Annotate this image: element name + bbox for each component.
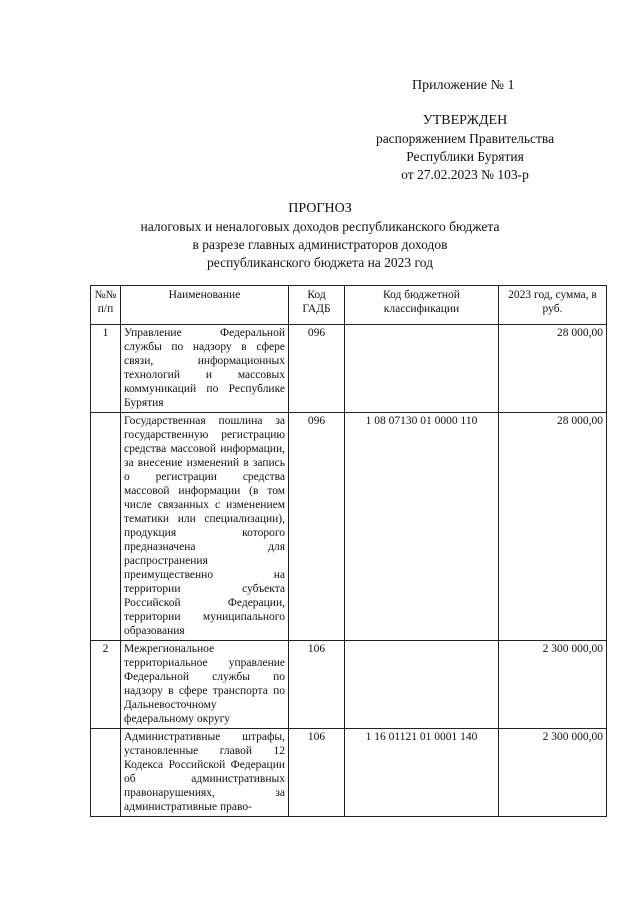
row-code: 106 [289,729,345,817]
table-row [91,413,607,641]
header-kbk: Код бюджетной классификации [345,286,499,325]
row-sum: 28 000,00 [499,413,607,641]
header-name: Наименование [121,286,289,325]
table-row [91,325,607,413]
title-line-2: в разрезе главных администраторов доходов [192,237,448,252]
row-sum: 28 000,00 [499,325,607,413]
row-sum: 2 300 000,00 [499,729,607,817]
title-line-3: республиканского бюджета на 2023 год [207,255,433,270]
row-code: 106 [289,641,345,729]
title-main: ПРОГНОЗ [288,201,352,216]
header-code: Код ГАДБ [289,286,345,325]
row-kbk [345,641,499,729]
row-num [91,729,121,817]
row-name: Управление Федеральной службы по надзору в сфере связи, информационных технологий и массовых коммуникаций по Республике Бурятия [121,325,289,413]
approved-line-2: Республики Бурятия [406,149,524,164]
row-sum: 2 300 000,00 [499,641,607,729]
row-name: Межрегиональное территориальное управление Федеральной службы по надзору в сфере транспорта по Дальневосточному федеральному округу [121,641,289,729]
row-code: 096 [289,325,345,413]
approved-line-3: от 27.02.2023 № 103-р [401,167,529,182]
row-kbk: 1 08 07130 01 0000 110 [345,413,499,641]
approved-title: УТВЕРЖДЕН [422,113,508,128]
revenue-forecast-table [90,285,607,817]
row-name: Административные штрафы, установленные главой 12 Кодекса Российской Федерации об административных правонарушениях, за административные право- [121,729,289,817]
appendix-text: Приложение № 1 [412,78,515,93]
table-row [91,729,607,817]
approved-line-1: распоряжением Правительства [375,131,555,146]
row-num [91,413,121,641]
row-num: 1 [91,325,121,413]
document-title [100,200,540,272]
table-header-row [91,286,607,325]
title-line-1: налоговых и неналоговых доходов республиканского бюджета [140,219,500,234]
header-num: №№ п/п [91,286,121,325]
table-row [91,641,607,729]
row-num: 2 [91,641,121,729]
approval-block [330,112,600,184]
header-sum: 2023 год, сумма, в руб. [499,286,607,325]
row-kbk: 1 16 01121 01 0001 140 [345,729,499,817]
row-code: 096 [289,413,345,641]
row-kbk [345,325,499,413]
row-name: Государственная пошлина за государственную регистрацию средства массовой информации, за внесение изменений в запись о регистрации средства массовой информации (в том числе связанных с изменением тематики или специализации), продукция которого предназначена для распространения преимущественно на территории субъекта Российской Федерации, территории муниципального образования [121,413,289,641]
